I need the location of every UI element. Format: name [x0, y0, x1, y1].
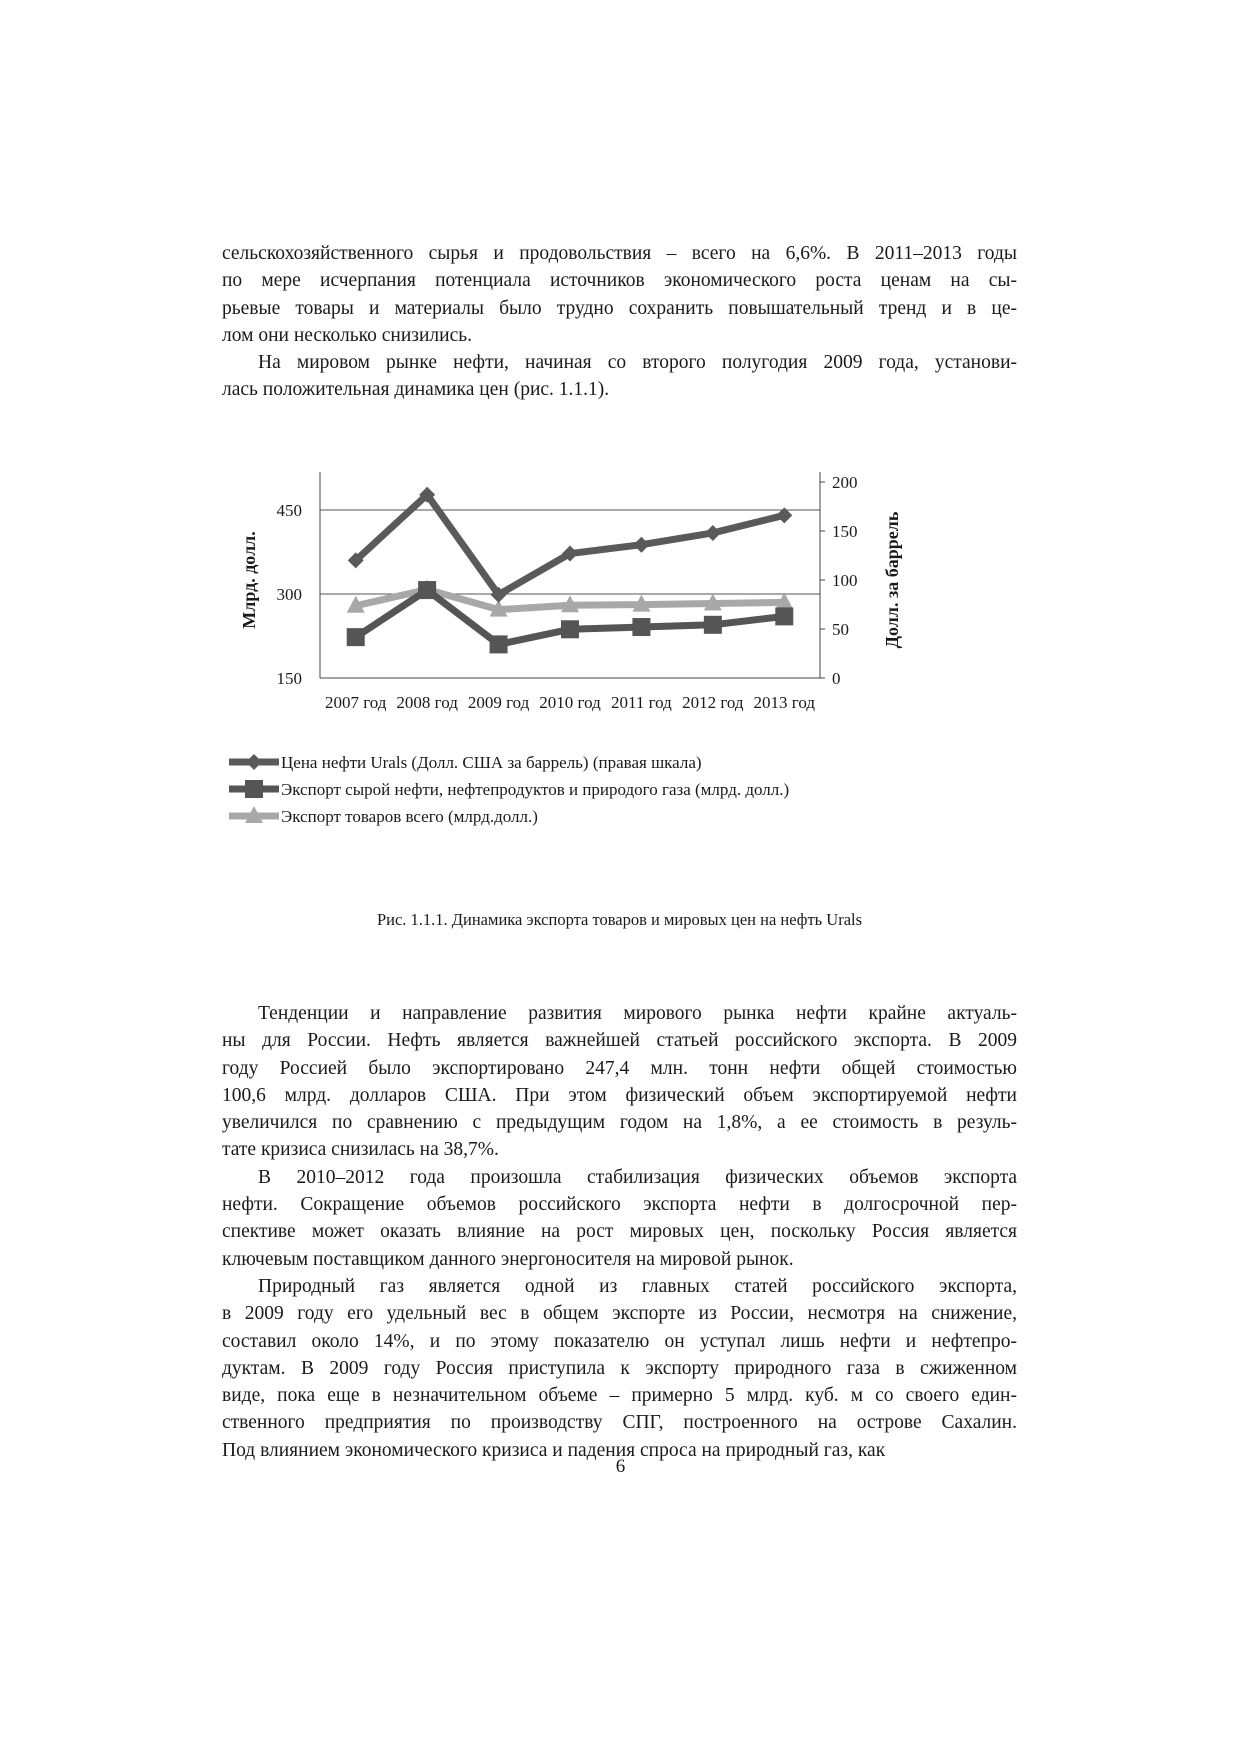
text-line: составил около 14%, и по этому показателю он уступал лишь нефти и нефтепро- — [222, 1330, 1017, 1352]
data-point — [418, 581, 436, 599]
data-point — [705, 525, 721, 541]
text-line: Под влиянием экономического кризиса и падения спроса на природный газ, как — [222, 1439, 886, 1461]
text-line: ственного предприятия по производству СПГ, построенного на острове Сахалин. — [222, 1412, 1017, 1434]
bottom-paragraph — [222, 1273, 1017, 1464]
text-line: году Россией было экспортировано 247,4 млн. тонн нефти общей стоимостью — [222, 1057, 1017, 1079]
right-tick-label: 150 — [832, 522, 858, 541]
chart-axes — [239, 472, 902, 712]
top-paragraph — [222, 349, 1017, 404]
x-tick-label: 2010 год — [539, 693, 601, 712]
text-line: лась положительная динамика цен (рис. 1.1.1). — [222, 379, 610, 401]
left-tick-label: 150 — [276, 669, 302, 688]
text-line: по мере исчерпания потенциала источников экономического роста ценам на сы- — [222, 270, 1017, 292]
x-tick-label: 2011 год — [611, 693, 672, 712]
left-axis-title: Млрд. долл. — [239, 531, 259, 629]
right-tick-label: 100 — [832, 571, 858, 590]
right-tick-label: 200 — [832, 473, 858, 492]
figure-caption: Рис. 1.1.1. Динамика экспорта товаров и мировых цен на нефть Urals — [376, 910, 863, 929]
bottom-paragraph — [222, 1000, 1017, 1164]
data-point — [633, 537, 649, 553]
left-tick-label: 450 — [276, 501, 302, 520]
chart-legend — [229, 753, 789, 826]
text-line: дуктам. В 2009 году Россия приступила к экспорту природного газа в сжиженном — [222, 1357, 1017, 1379]
text-line: ны для России. Нефть является важнейшей статьей российского экспорта. В 2009 — [222, 1030, 1017, 1052]
text-line: сельскохозяйственного сырья и продовольствия – всего на 6,6%. В 2011–2013 годы — [222, 243, 1017, 264]
text-line: На мировом рынке нефти, начиная со второго полугодия 2009 года, установи- — [258, 352, 1017, 374]
text-line: лом они несколько снизились. — [222, 324, 473, 346]
text-line: нефти. Сокращение объемов российского экспорта нефти в долгосрочной пер- — [222, 1194, 1017, 1216]
text-line: 100,6 млрд. долларов США. При этом физический объем экспортируемой нефти — [222, 1084, 1017, 1106]
x-tick-label: 2007 год — [324, 693, 387, 712]
data-point — [775, 607, 793, 625]
x-tick-label: 2009 год — [467, 693, 530, 712]
top-paragraph — [222, 240, 1017, 349]
data-point — [704, 616, 722, 634]
x-tick-label: 2013 год — [753, 693, 816, 712]
text-line: В 2010–2012 года произошла стабилизация физических объемов экспорта — [258, 1166, 1017, 1188]
text-line: ключевым поставщиком данного энергоносителя на мировой рынок. — [222, 1248, 794, 1270]
right-axis-title: Долл. за баррель — [882, 511, 902, 649]
x-tick-label: 2012 год — [682, 693, 744, 712]
legend-swatch-marker — [245, 780, 263, 798]
text-line: виде, пока еще в незначительном объеме – примерно 5 млрд. куб. м со своего един- — [222, 1385, 1017, 1407]
page-number: 6 — [615, 1456, 626, 1477]
legend-label: Экспорт сырой нефти, нефтепродуктов и природого газа (млрд. долл.) — [281, 780, 790, 799]
text-line: тате кризиса снизилась на 38,7%. — [222, 1139, 499, 1161]
data-point — [347, 628, 365, 646]
line-chart — [225, 470, 945, 890]
data-point — [490, 635, 508, 653]
x-tick-label: 2008 год — [396, 693, 458, 712]
text-line: увеличился по сравнению с предыдущим годом на 1,8%, а ее стоимость в резуль- — [222, 1112, 1017, 1134]
legend-swatch-marker — [246, 754, 262, 770]
left-tick-label: 300 — [276, 585, 302, 604]
right-tick-label: 0 — [832, 669, 841, 688]
text-line: Тенденции и направление развития мирового рынка нефти крайне актуаль- — [258, 1003, 1017, 1024]
text-line: рьевые товары и материалы было трудно сохранить повышательный тренд и в це- — [222, 297, 1017, 319]
legend-label: Экспорт товаров всего (млрд.долл.) — [281, 807, 538, 826]
bottom-paragraph — [222, 1164, 1017, 1273]
text-line: спективе может оказать влияние на рост мировых цен, поскольку Россия является — [222, 1221, 1017, 1243]
data-point — [561, 620, 579, 638]
text-line: Природный газ является одной из главных статей российского экспорта, — [258, 1276, 1017, 1297]
text-line: в 2009 году его удельный вес в общем экспорте из России, несмотря на снижение, — [222, 1303, 1017, 1325]
chart-series — [347, 487, 794, 654]
legend-label: Цена нефти Urals (Долл. США за баррель) (правая шкала) — [281, 753, 702, 772]
data-point — [632, 618, 650, 636]
right-tick-label: 50 — [832, 620, 849, 639]
